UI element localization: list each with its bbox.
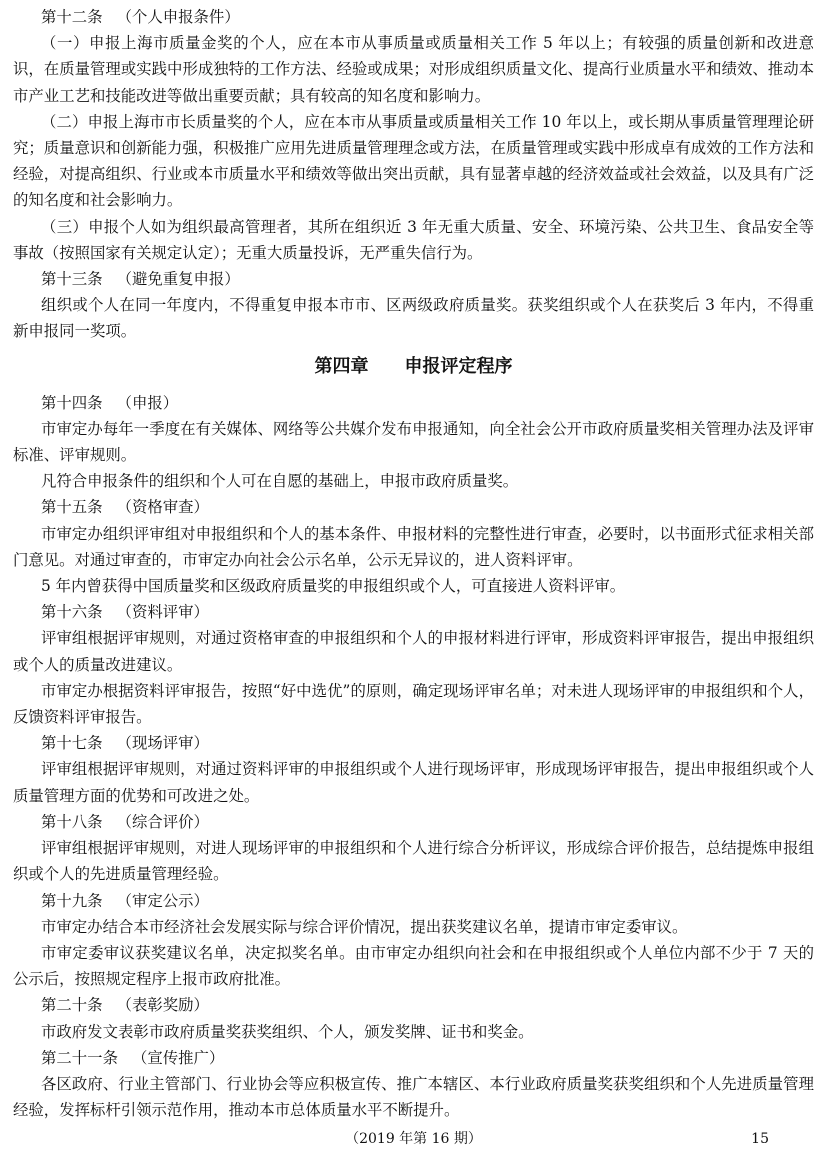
article-title: （现场评审） — [116, 734, 209, 753]
body-paragraph: 凡符合申报条件的组织和个人可在自愿的基础上，申报市政府质量奖。 — [41, 472, 519, 491]
article-number: 第二十条 — [41, 996, 103, 1015]
document-body — [13, 4, 814, 1123]
article-title: （资格审查） — [116, 498, 209, 517]
body-paragraph: 市政府发文表彰市政府质量奖获奖组织、个人，颁发奖牌、证书和奖金。 — [41, 1022, 534, 1041]
article-number: 第十五条 — [41, 498, 103, 517]
body-paragraph: 5 年内曾获得中国质量奖和区级政府质量奖的申报组织或个人，可直接进人资料评审。 — [41, 577, 626, 596]
body-paragraph: （一）申报上海市质量金奖的个人，应在本市从事质量或质量相关工作 5 年以上；有较强的质量创新和改进意识，在质量管理或实践中形成独特的工作方法、经验或成果；对形成组织质量文化、提高行业质量水平和绩效、推动本市产业工艺和技能改进等做出重要贡献；具有较高的知名度和影响力。 — [13, 34, 814, 105]
article-heading — [13, 809, 814, 835]
body-paragraph: 市审定办根据资料评审报告，按照“好中选优”的原则，确定现场评审名单；对未进人现场评审的申报组织和个人，反馈资料评审报告。 — [13, 681, 814, 727]
page-number: 15 — [751, 1131, 769, 1147]
article-title: （资料评审） — [116, 603, 209, 622]
body-paragraph: 市审定办组织评审组对申报组织和个人的基本条件、申报材料的完整性进行审查，必要时，以书面形式征求相关部门意见。对通过审查的，市审定办向社会公示名单，公示无异议的，进人资料评审。 — [13, 524, 814, 569]
article-number: 第十九条 — [41, 891, 103, 910]
chapter-heading — [13, 353, 814, 381]
article-number: 第十三条 — [41, 270, 103, 289]
chapter-number: 第四章 — [314, 355, 369, 377]
body-paragraph: 市审定委审议获奖建议名单，决定拟奖名单。由市审定办组织向社会和在申报组织或个人单位内部不少于 7 天的公示后，按照规定程序上报市政府批准。 — [13, 943, 814, 989]
article-number: 第十四条 — [41, 393, 103, 412]
article-number: 第十八条 — [41, 812, 103, 831]
article-title: （宣传推广） — [131, 1048, 225, 1067]
article-heading — [13, 888, 814, 914]
body-paragraph: （二）申报上海市市长质量奖的个人，应在本市从事质量或质量相关工作 10 年以上，或长期从事质量管理理论研究；质量意识和创新能力强，积极推广应用先进质量管理理念或方法，在质量管理或实践中形成卓有成效的工作方法和经验，对提高组织、行业或本市质量水平和绩效等做出突出贡献，具有显著卓越的经济效益或社会效益，以及具有广泛的知名度和社会影响力。 — [13, 112, 814, 210]
article-heading — [13, 4, 814, 30]
article-number: 第十六条 — [41, 603, 103, 622]
body-paragraph: 评审组根据评审规则，对进人现场评审的申报组织和个人进行综合分析评议，形成综合评价报告，总结提炼申报组织或个人的先进质量管理经验。 — [13, 839, 814, 884]
article-title: （个人申报条件） — [116, 8, 240, 26]
body-paragraph: 各区政府、行业主管部门、行业协会等应积极宣传、推广本辖区、本行业政府质量奖获奖组织和个人先进质量管理经验，发挥标杆引领示范作用，推动本市总体质量水平不断提升。 — [13, 1074, 814, 1120]
body-paragraph: 评审组根据评审规则，对通过资料评审的申报组织或个人进行现场评审，形成现场评审报告，提出申报组织或个人质量管理方面的优势和可改进之处。 — [13, 760, 814, 805]
body-paragraph: （三）申报个人如为组织最高管理者，其所在组织近 3 年无重大质量、安全、环境污染、公共卫生、食品安全等事故（按照国家有关规定认定）；无重大质量投诉，无严重失信行为。 — [13, 217, 814, 262]
article-title: （申报） — [116, 393, 179, 412]
article-number: 第二十一条 — [41, 1048, 118, 1067]
article-heading — [13, 599, 814, 625]
article-heading — [13, 266, 814, 292]
article-title: （避免重复申报） — [116, 270, 240, 289]
chapter-title: 申报评定程序 — [404, 355, 513, 377]
article-heading — [13, 494, 814, 520]
article-title: （表彰奖励） — [116, 996, 209, 1015]
article-number: 第十二条 — [41, 8, 103, 26]
article-heading — [13, 390, 814, 416]
body-paragraph: 市审定办结合本市经济社会发展实际与综合评价情况，提出获奖建议名单，提请市审定委审议。 — [41, 917, 688, 936]
body-paragraph: 评审组根据评审规则，对通过资格审查的申报组织和个人的申报材料进行评审，形成资料评审报告，提出申报组织或个人的质量改进建议。 — [13, 629, 814, 674]
article-title: （综合评价） — [116, 812, 209, 831]
article-heading — [13, 1045, 814, 1071]
article-number: 第十七条 — [41, 734, 103, 753]
issue-label: （2019 年第 16 期） — [345, 1131, 482, 1147]
page-footer — [0, 1128, 827, 1150]
article-heading — [13, 730, 814, 756]
body-paragraph: 市审定办每年一季度在有关媒体、网络等公共媒介发布申报通知，向全社会公开市政府质量奖相关管理办法及评审标准、评审规则。 — [13, 419, 814, 465]
body-paragraph: 组织或个人在同一年度内，不得重复申报本市市、区两级政府质量奖。获奖组织或个人在获奖后 3 年内，不得重新申报同一奖项。 — [13, 296, 814, 341]
article-title: （审定公示） — [116, 891, 209, 910]
article-heading — [13, 992, 814, 1018]
